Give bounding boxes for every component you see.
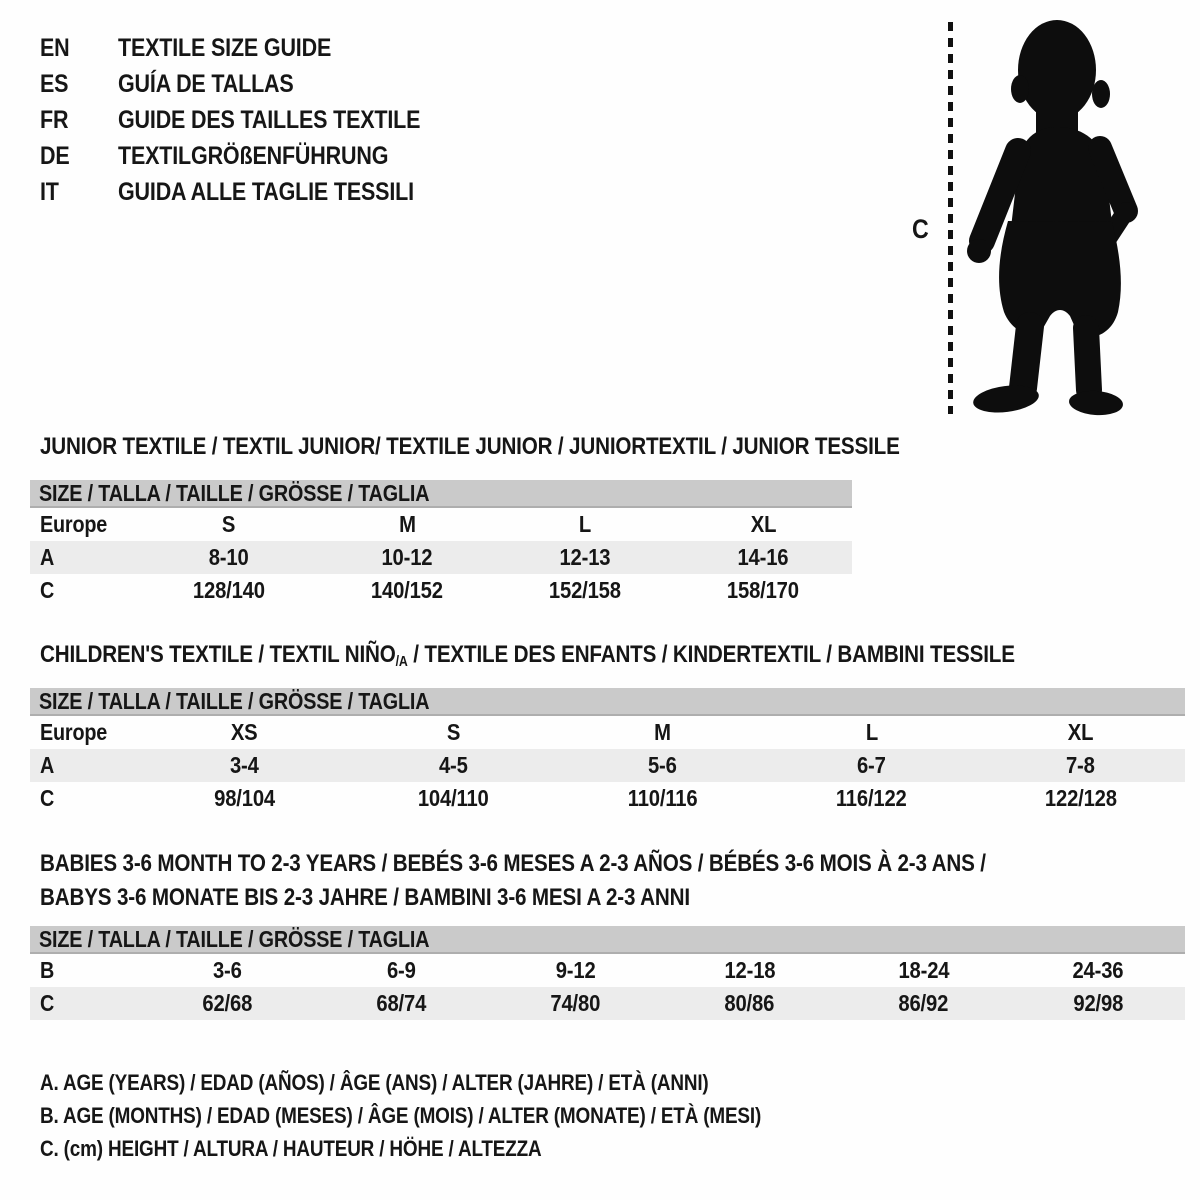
junior-row-a bbox=[30, 541, 852, 574]
lang-code-fr: FR bbox=[40, 105, 69, 134]
lang-row-de bbox=[40, 138, 470, 174]
lang-title-es: GUÍA DE TALLAS bbox=[118, 69, 294, 98]
months-cell: 9-12 bbox=[555, 957, 596, 983]
lang-row-fr bbox=[40, 102, 470, 138]
age-cell: 12-13 bbox=[559, 544, 611, 570]
height-cell: 104/110 bbox=[418, 785, 489, 811]
height-cell: 122/128 bbox=[1044, 785, 1117, 811]
children-row-a bbox=[30, 749, 1185, 782]
junior-table-title: JUNIOR TEXTILE / TEXTIL JUNIOR/ TEXTILE JUNIOR / JUNIORTEXTIL / JUNIOR TESSILE bbox=[40, 433, 900, 460]
children-row-c bbox=[30, 782, 1185, 815]
babies-table bbox=[30, 926, 1185, 1020]
height-measure-dashed-line bbox=[948, 22, 953, 414]
size-cell: XS bbox=[231, 719, 258, 745]
months-cell: 12-18 bbox=[724, 957, 776, 983]
babies-table-title-line1: BABIES 3-6 MONTH TO 2-3 YEARS / BEBÉS 3-6 MESES A 2-3 AÑOS / BÉBÉS 3-6 MOIS À 2-3 ANS / bbox=[40, 850, 986, 877]
height-cell: 62/68 bbox=[202, 990, 252, 1016]
size-cell: XL bbox=[750, 511, 776, 537]
toddler-silhouette-shape bbox=[967, 20, 1126, 417]
size-cell: M bbox=[654, 719, 671, 745]
age-cell: 3-4 bbox=[230, 752, 259, 778]
height-cell: 92/98 bbox=[1073, 990, 1123, 1016]
age-cell: 10-12 bbox=[381, 544, 433, 570]
junior-row-c bbox=[30, 574, 852, 607]
size-cell: XL bbox=[1067, 719, 1094, 745]
legend-line-a: A. AGE (YEARS) / EDAD (AÑOS) / ÂGE (ANS) / ALTER (JAHRE) / ETÀ (ANNI) bbox=[40, 1070, 709, 1095]
row-label: B bbox=[40, 957, 55, 983]
lang-code-es: ES bbox=[40, 69, 69, 98]
months-cell: 6-9 bbox=[386, 957, 416, 983]
size-cell: S bbox=[446, 719, 461, 745]
children-table-title: CHILDREN'S TEXTILE / TEXTIL NIÑO/A / TEXTILE DES ENFANTS / KINDERTEXTIL / BAMBINI TESSILE bbox=[40, 641, 1015, 670]
age-cell: 8-10 bbox=[209, 544, 249, 570]
age-cell: 14-16 bbox=[737, 544, 789, 570]
height-cell: 140/152 bbox=[371, 577, 443, 603]
lang-row-es bbox=[40, 66, 470, 102]
lang-code-it: IT bbox=[40, 177, 59, 206]
row-label: Europe bbox=[40, 719, 108, 745]
row-label: C bbox=[40, 577, 55, 603]
age-cell: 5-6 bbox=[648, 752, 677, 778]
size-cell: L bbox=[865, 719, 878, 745]
lang-title-it: GUIDA ALLE TAGLIE TESSILI bbox=[118, 177, 414, 206]
months-cell: 18-24 bbox=[898, 957, 950, 983]
junior-size-header-bar: SIZE / TALLA / TAILLE / GRÖSSE / TAGLIA bbox=[30, 480, 852, 508]
children-table bbox=[30, 688, 1185, 815]
height-cell: 128/140 bbox=[193, 577, 265, 603]
language-header bbox=[40, 30, 470, 210]
lang-title-fr: GUIDE DES TAILLES TEXTILE bbox=[118, 105, 421, 134]
size-cell: S bbox=[222, 511, 236, 537]
row-label: A bbox=[40, 544, 55, 570]
lang-title-de: TEXTILGRÖßENFÜHRUNG bbox=[118, 141, 389, 170]
height-cell: 110/116 bbox=[627, 785, 698, 811]
months-cell: 24-36 bbox=[1072, 957, 1124, 983]
size-cell: L bbox=[578, 511, 592, 537]
children-row-europe bbox=[30, 716, 1185, 749]
height-cell: 86/92 bbox=[898, 990, 949, 1016]
height-cell: 152/158 bbox=[549, 577, 621, 603]
lang-row-it bbox=[40, 174, 470, 210]
height-cell: 68/74 bbox=[376, 990, 427, 1016]
junior-row-europe bbox=[30, 508, 852, 541]
lang-row-en bbox=[40, 30, 470, 66]
babies-size-header-bar: SIZE / TALLA / TAILLE / GRÖSSE / TAGLIA bbox=[30, 926, 1185, 954]
row-label: Europe bbox=[40, 511, 108, 537]
junior-table bbox=[30, 480, 852, 607]
height-cell: 80/86 bbox=[724, 990, 775, 1016]
age-cell: 6-7 bbox=[857, 752, 886, 778]
measure-label-c: C bbox=[912, 214, 929, 244]
children-size-header-bar: SIZE / TALLA / TAILLE / GRÖSSE / TAGLIA bbox=[30, 688, 1185, 716]
legend-line-b: B. AGE (MONTHS) / EDAD (MESES) / ÂGE (MOIS) / ALTER (MONATE) / ETÀ (MESI) bbox=[40, 1103, 762, 1128]
age-cell: 4-5 bbox=[439, 752, 468, 778]
lang-code-en: EN bbox=[40, 33, 70, 62]
age-cell: 7-8 bbox=[1066, 752, 1095, 778]
lang-title-en: TEXTILE SIZE GUIDE bbox=[118, 33, 332, 62]
row-label: C bbox=[40, 785, 55, 811]
height-cell: 158/170 bbox=[727, 577, 799, 603]
toddler-silhouette bbox=[966, 16, 1142, 418]
height-cell: 116/122 bbox=[836, 785, 907, 811]
row-label: A bbox=[40, 752, 55, 778]
title-subscript: /A bbox=[395, 654, 408, 670]
months-cell: 3-6 bbox=[212, 957, 242, 983]
size-cell: M bbox=[398, 511, 416, 537]
babies-row-b bbox=[30, 954, 1185, 987]
height-cell: 74/80 bbox=[550, 990, 601, 1016]
height-cell: 98/104 bbox=[214, 785, 275, 811]
babies-table-title-line2: BABYS 3-6 MONATE BIS 2-3 JAHRE / BAMBINI 3-6 MESI A 2-3 ANNI bbox=[40, 884, 690, 911]
legend-line-c: C. (cm) HEIGHT / ALTURA / HAUTEUR / HÖHE / ALTEZZA bbox=[40, 1136, 542, 1161]
row-label: C bbox=[40, 990, 55, 1016]
babies-row-c bbox=[30, 987, 1185, 1020]
lang-code-de: DE bbox=[40, 141, 70, 170]
